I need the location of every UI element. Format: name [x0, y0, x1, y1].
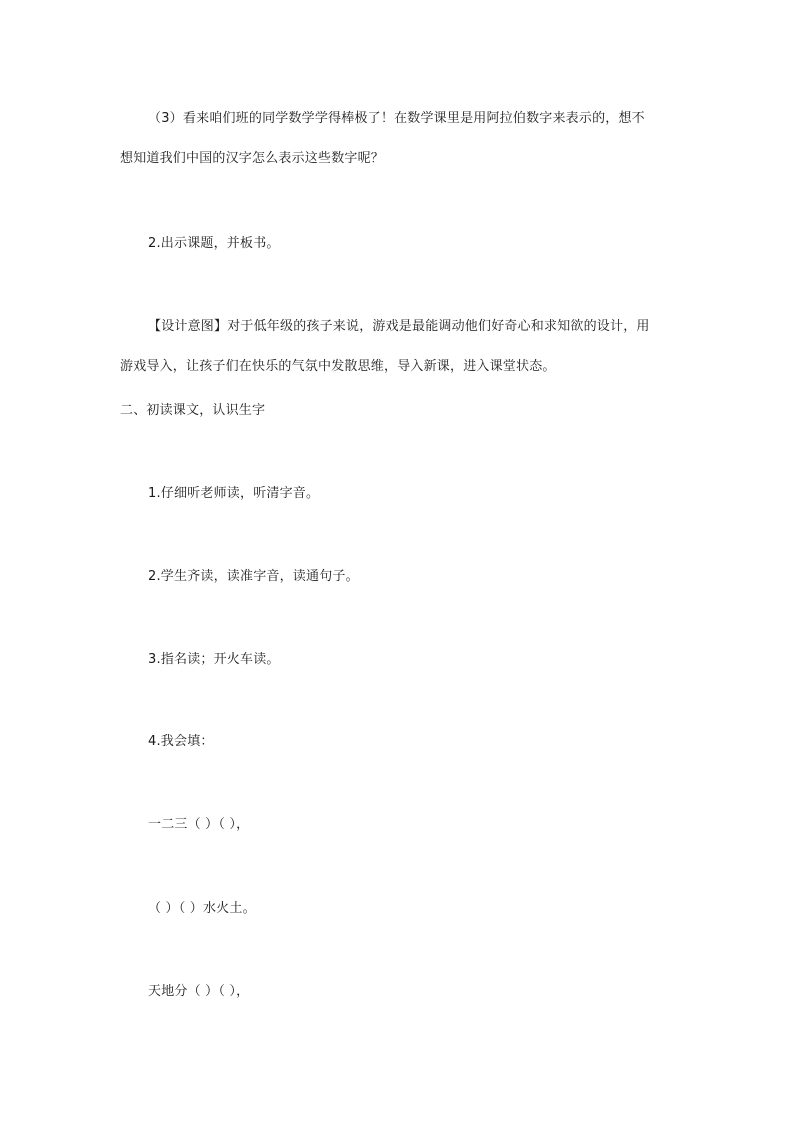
list-item: 1.仔细听老师读，听清字音。	[148, 486, 320, 501]
list-item: 3.指名读；开火车读。	[148, 652, 280, 667]
fill-in-line: （ ）（ ）水火土。	[148, 901, 256, 916]
list-item: 2.学生齐读，读准字音，读通句子。	[148, 569, 359, 584]
list-item: 4.我会填：	[148, 734, 214, 749]
paragraph-line: （3）看来咱们班的同学数学学得棒极了！在数学课里是用阿拉伯数字来表示的，想不	[148, 111, 645, 126]
paragraph-line: 游戏导入，让孩子们在快乐的气氛中发散思维，导入新课，进入课堂状态。	[120, 359, 556, 374]
paragraph-line: 想知道我们中国的汉字怎么表示这些数字呢？	[120, 151, 385, 166]
section-heading: 二、初读课文，认识生字	[120, 403, 266, 418]
fill-in-line: 一二三（ ）（ ），	[148, 817, 250, 832]
paragraph-line: 【设计意图】对于低年级的孩子来说，游戏是最能调动他们好奇心和求知欲的设计，用	[148, 319, 650, 334]
fill-in-line: 天地分（ ）（ ），	[148, 984, 250, 999]
paragraph-line: 2.出示课题，并板书。	[148, 236, 280, 251]
